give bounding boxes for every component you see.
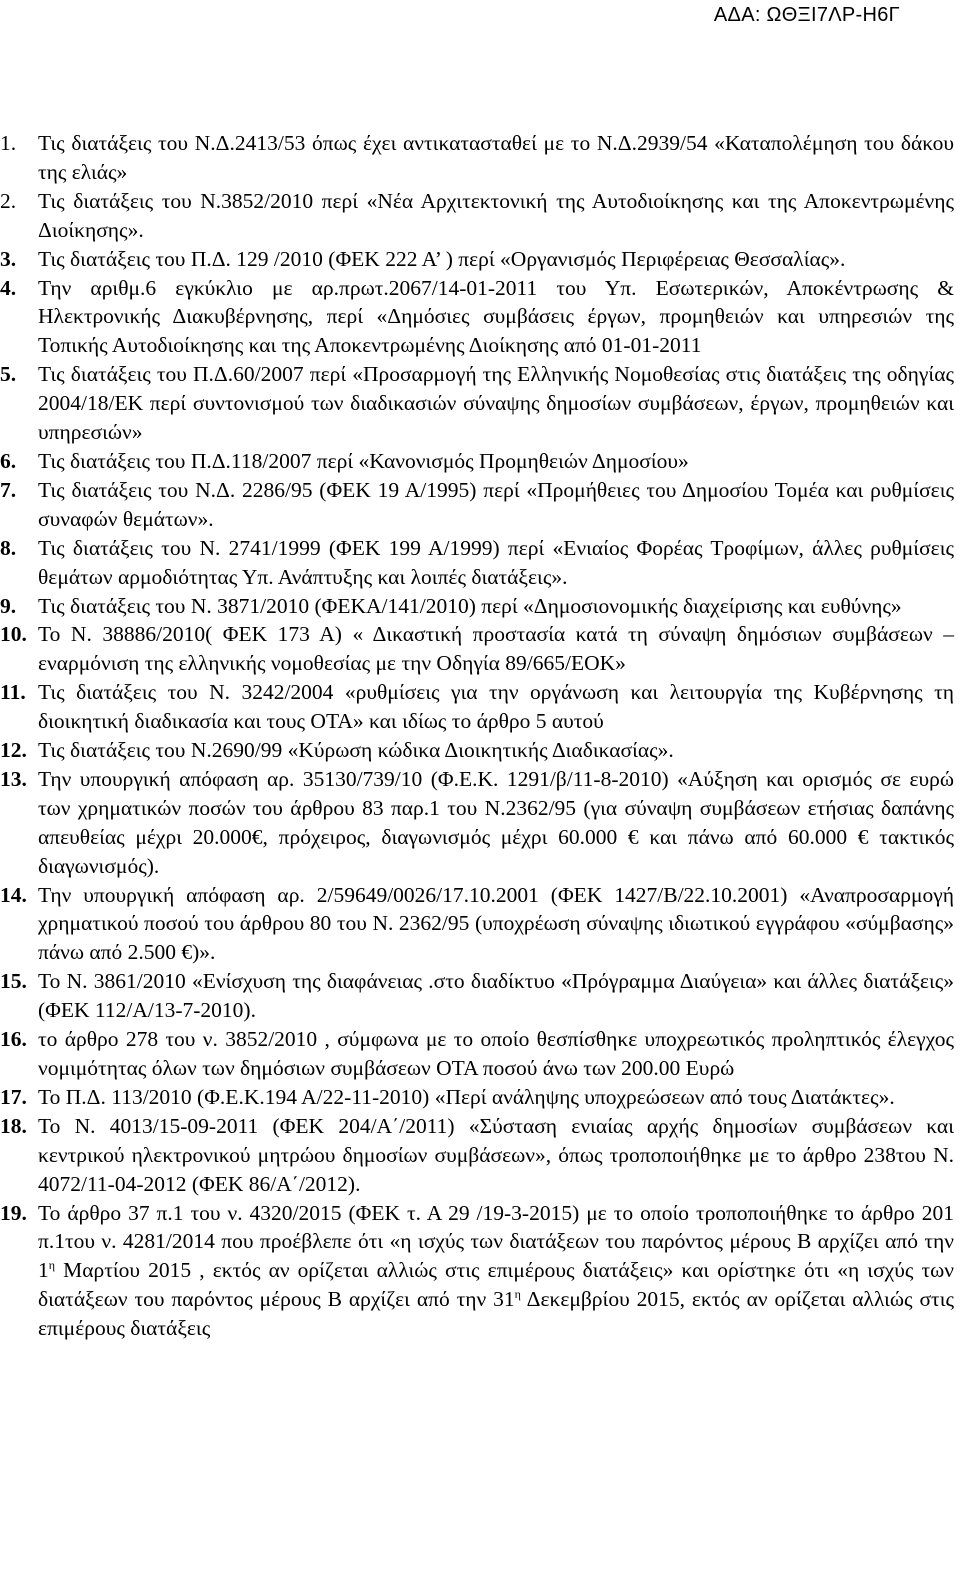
- item-number: 10.: [0, 622, 27, 647]
- item-text: Τις διατάξεις του Ν.Δ.2413/53 όπως έχει αντικατασταθεί με το Ν.Δ.2939/54 «Καταπολέμηση του δάκου της ελιάς»: [38, 131, 954, 184]
- list-item: [0, 967, 960, 1025]
- ordinal-superscript: η: [514, 1287, 521, 1302]
- list-item: [0, 736, 960, 765]
- item-number: 6.: [0, 448, 17, 473]
- item-text: Τις διατάξεις του Π.Δ.118/2007 περί «Κανονισμός Προμηθειών Δημοσίου»: [38, 448, 689, 473]
- item-text: Τις διατάξεις του Ν.2690/99 «Κύρωση κώδικα Διοικητικής Διαδικασίας».: [38, 738, 674, 763]
- item-text: Την υπουργική απόφαση αρ. 35130/739/10 (Φ.Ε.Κ. 1291/β/11-8-2010) «Αύξηση και ορισμός σε ευρώ των χρηματικών ποσών του άρθρου 83 παρ.1 του Ν.2362/95 (για σύναψη συμβάσεων ετήσιας δαπάνης απευθείας μέχρι 20.000€, πρόχειρος, διαγωνισμός μέχρι 60.000 € και πάνω από 60.000 € τακτικός διαγωνισμός).: [38, 766, 954, 878]
- item-text: το άρθρο 278 του ν. 3852/2010 , σύμφωνα με το οποίο θεσπίσθηκε υποχρεωτικός προληπτικός έλεγχος νομιμότητας όλων των δημόσιων συμβάσεων ΟΤΑ ποσού άνω των 200.00 Ευρώ: [38, 1027, 954, 1080]
- item-number: 12.: [0, 738, 27, 763]
- item-text: Τις διατάξεις του Ν. 3242/2004 «ρυθμίσεις για την οργάνωση και λειτουργία της Κυβέρνησης τη διοικητική διαδικασία και τους ΟΤΑ» και ιδίως το άρθρο 5 αυτού: [38, 680, 954, 734]
- item-number: 18.: [0, 1113, 27, 1138]
- item-number: 11.: [0, 680, 26, 705]
- item-text-part: Δεκεμβρίου 2015, εκτός αν ορίζεται αλλιώς στις επιμέρους διατάξεις: [38, 1287, 954, 1341]
- list-item: [0, 245, 960, 274]
- list-item: [0, 620, 960, 678]
- list-item: [0, 129, 960, 187]
- item-number: 1.: [0, 131, 17, 155]
- item-text-part: Το άρθρο 37 π.1 του ν. 4320/2015 (ΦΕΚ τ. Α 29 /19-3-2015) με το οποίο τροποποιήθηκε το άρθρο 201 π.1του ν. 4281/2014 που προέβλεπε ότι «η ισχύς των διατάξεων του παρόντος μέρους Β αρχίζει από την 1: [38, 1200, 954, 1283]
- list-item: [0, 187, 960, 245]
- item-text: Τις διατάξεις του Ν.3852/2010 περί «Νέα Αρχιτεκτονική της Αυτοδιοίκησης και της Αποκεντρωμένης Διοίκησης».: [38, 188, 954, 242]
- item-text: Τις διατάξεις του Ν. 2741/1999 (ΦΕΚ 199 Α/1999) περί «Ενιαίος Φορέας Τροφίμων, άλλες ρυθμίσεις θεμάτων αρμοδιότητας Υπ. Ανάπτυξης και λοιπές διατάξεις».: [38, 535, 954, 589]
- list-item: [0, 360, 960, 447]
- item-text: [38, 1199, 954, 1344]
- item-number: 7.: [0, 477, 17, 502]
- item-number: 15.: [0, 969, 27, 994]
- list-item: [0, 1025, 960, 1083]
- item-number: 13.: [0, 766, 27, 791]
- item-text: Το Ν. 4013/15-09-2011 (ΦΕΚ 204/Α΄/2011) «Σύσταση ενιαίας αρχής δημοσίων συμβάσεων και κεντρικού ηλεκτρονικού μητρώου δημοσίων συμβάσεων», όπως τροποποιήθηκε με το άρθρο 238του Ν. 4072/11-04-2012 (ΦΕΚ 86/Α΄/2012).: [38, 1113, 954, 1196]
- list-item: [0, 1112, 960, 1199]
- item-number: 17.: [0, 1084, 27, 1109]
- item-number: 4.: [0, 275, 17, 300]
- list-item: [0, 881, 960, 968]
- item-number: 19.: [0, 1200, 27, 1225]
- ordinal-superscript: η: [48, 1258, 56, 1273]
- item-text: Το Π.Δ. 113/2010 (Φ.Ε.Κ.194 Α/22-11-2010) «Περί ανάληψης υποχρεώσεων από τους Διατάκτες».: [38, 1084, 895, 1109]
- item-text: Τις διατάξεις του Π.Δ. 129 /2010 (ΦΕΚ 222 Α’ ) περί «Οργανισμός Περιφέρειας Θεσσαλίας».: [38, 246, 846, 271]
- list-item: [0, 1199, 960, 1344]
- item-number: 8.: [0, 535, 17, 560]
- list-item: [0, 476, 960, 534]
- item-number: 2.: [0, 188, 17, 213]
- item-number: 9.: [0, 593, 17, 618]
- list-item: [0, 765, 960, 881]
- item-text: Τις διατάξεις του Ν.Δ. 2286/95 (ΦΕΚ 19 Α/1995) περί «Προμήθειες του Δημοσίου Τομέα και ρυθμίσεις συναφών θεμάτων».: [38, 477, 954, 531]
- item-text: Το Ν. 38886/2010( ΦΕΚ 173 Α) « Δικαστική προστασία κατά τη σύναψη δημόσιων συμβάσεων – εναρμόνιση της ελληνικής νομοθεσίας με την Οδηγία 89/665/ΕΟΚ»: [38, 622, 954, 676]
- item-number: 16.: [0, 1027, 27, 1052]
- item-text: Την υπουργική απόφαση αρ. 2/59649/0026/17.10.2001 (ΦΕΚ 1427/Β/22.10.2001) «Αναπροσαρμογή χρηματικού ποσού του άρθρου 80 του Ν. 2362/95 (υποχρέωση σύναψης ιδιωτικού εγγράφου «σύμβασης» πάνω από 2.500 €)».: [38, 882, 954, 965]
- list-item: [0, 447, 960, 476]
- item-number: 3.: [0, 246, 17, 271]
- ada-code: ΑΔΑ: ΩΘΞΙ7ΛΡ-Η6Γ: [713, 4, 900, 26]
- item-text: Το Ν. 3861/2010 «Ενίσχυση της διαφάνειας .στο διαδίκτυο «Πρόγραμμα Διαύγεια» και άλλες διατάξεις» (ΦΕΚ 112/Α/13-7-2010).: [38, 969, 954, 1023]
- item-text: Την αριθμ.6 εγκύκλιο με αρ.πρωτ.2067/14-01-2011 του Υπ. Εσωτερικών, Αποκέντρωσης & Ηλεκτρονικής Διακυβέρνησης, περί «Δημόσιες συμβάσεις έργων, προμηθειών και υπηρεσιών της Τοπικής Αυτοδιοίκησης και της Αποκεντρωμένης Διοίκησης από 01-01-2011: [38, 275, 954, 358]
- item-number: 14.: [0, 882, 27, 907]
- item-text: Τις διατάξεις του Ν. 3871/2010 (ΦΕΚΑ/141/2010) περί «Δημοσιονομικής διαχείρισης και ευθύνης»: [38, 593, 902, 618]
- list-item: [0, 592, 960, 621]
- document-body: [0, 129, 960, 1343]
- list-item: [0, 1083, 960, 1112]
- item-text-part: Μαρτίου 2015 , εκτός αν ορίζεται αλλιώς στις επιμέρους διατάξεις» και ορίστηκε ότι «η ισχύς των διατάξεων του παρόντος μέρους Β αρχίζει από την 31: [38, 1258, 954, 1312]
- item-text: Τις διατάξεις του Π.Δ.60/2007 περί «Προσαρμογή της Ελληνικής Νομοθεσίας στις διατάξεις της οδηγίας 2004/18/ΕΚ περί συντονισμού των διαδικασιών σύναψης δημοσίων συμβάσεων, έργων, προμηθειών και υπηρεσιών»: [38, 362, 954, 445]
- list-item: [0, 534, 960, 592]
- list-item: [0, 678, 960, 736]
- list-item: [0, 274, 960, 361]
- item-number: 5.: [0, 362, 17, 387]
